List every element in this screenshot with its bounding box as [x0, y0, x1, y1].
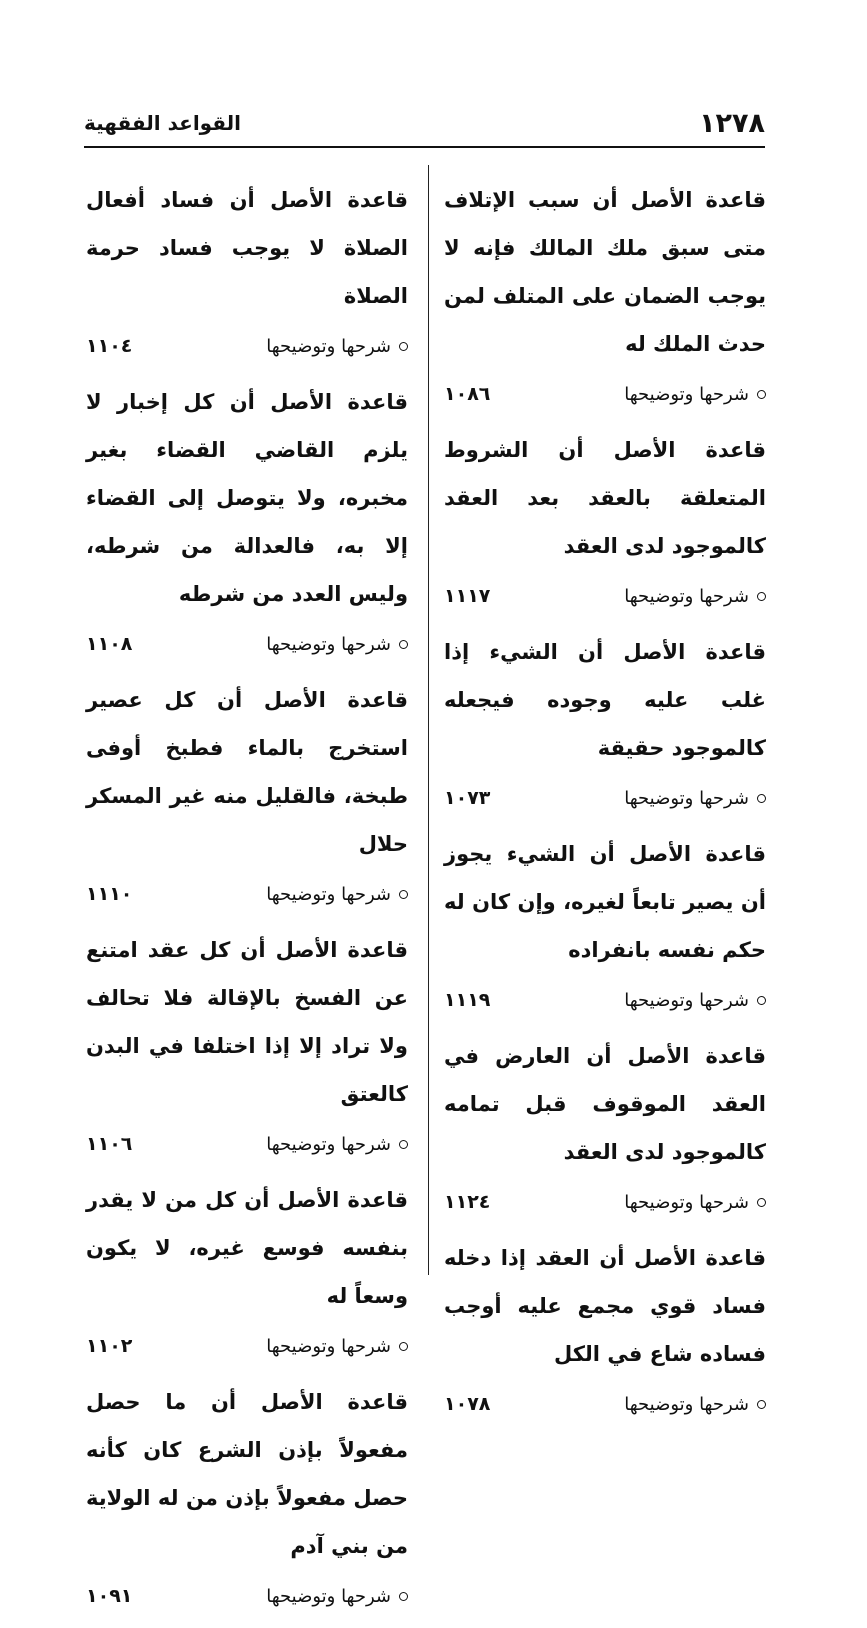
rule-entry: [444, 1032, 766, 1224]
reference-page-number: ١١١٠: [86, 883, 133, 905]
rule-text: قاعدة الأصل أن كل عقد امتنع عن الفسخ بالإقالة فلا تحالف ولا تراد إلا إذا اختلفا في البدن كالعتق: [86, 938, 408, 1106]
reference-label: شرحها وتوضيحها: [266, 1585, 391, 1607]
reference-page-number: ١٠٧٣: [444, 787, 491, 809]
rule-entry: [86, 378, 408, 666]
reference-line: [444, 574, 766, 618]
reference-line: [444, 1180, 766, 1224]
reference-page-number: ١١٠٢: [86, 1335, 133, 1357]
reference-label: شرحها وتوضيحها: [624, 383, 749, 405]
rule-text: قاعدة الأصل أن الشيء إذا غلب عليه وجوده فيجعله كالموجود حقيقة: [444, 640, 766, 760]
circle-bullet-icon: [399, 890, 408, 899]
circle-bullet-icon: [757, 1198, 766, 1207]
reference-line: [444, 978, 766, 1022]
rule-entry: [444, 830, 766, 1022]
page-number: ١٢٧٨: [699, 107, 765, 139]
reference-page-number: ١١٢٤: [444, 1191, 491, 1213]
rule-text: قاعدة الأصل أن العقد إذا دخله فساد قوي مجمع عليه أوجب فساده شاع في الكل: [444, 1246, 766, 1366]
reference-line: [86, 1574, 408, 1618]
reference-page-number: ١١٠٤: [86, 335, 133, 357]
reference-page-number: ١١١٩: [444, 989, 491, 1011]
rule-text: قاعدة الأصل أن كل إخبار لا يلزم القاضي القضاء بغير مخبره، ولا يتوصل إلى القضاء إلا به، فالعدالة من شرطه، وليس العدد من شرطه: [86, 390, 408, 606]
circle-bullet-icon: [399, 1342, 408, 1351]
rule-text: قاعدة الأصل أن الشيء يجوز أن يصير تابعاً لغيره، وإن كان له حكم نفسه بانفراده: [444, 842, 766, 962]
column-divider: [428, 165, 429, 1275]
reference-page-number: ١١٠٦: [86, 1133, 133, 1155]
reference-page-number: ١١٠٨: [86, 633, 133, 655]
reference-line: [86, 872, 408, 916]
reference-page-number: ١٠٨٦: [444, 383, 491, 405]
rule-text: قاعدة الأصل أن سبب الإتلاف متى سبق ملك المالك فإنه لا يوجب الضمان على المتلف لمن حدث الملك له: [444, 188, 766, 356]
rule-entry: [86, 926, 408, 1166]
circle-bullet-icon: [757, 996, 766, 1005]
circle-bullet-icon: [757, 592, 766, 601]
circle-bullet-icon: [399, 342, 408, 351]
right-column: [444, 176, 766, 1436]
reference-label: شرحها وتوضيحها: [266, 1133, 391, 1155]
left-column: [86, 176, 408, 1628]
reference-line: [444, 372, 766, 416]
reference-page-number: ١٠٧٨: [444, 1393, 491, 1415]
circle-bullet-icon: [399, 1592, 408, 1601]
rule-text: قاعدة الأصل أن فساد أفعال الصلاة لا يوجب فساد حرمة الصلاة: [86, 188, 408, 308]
reference-line: [86, 622, 408, 666]
rule-text: قاعدة الأصل أن كل عصير استخرج بالماء فطبخ أوفى طبخة، فالقليل منه غير المسكر حلال: [86, 688, 408, 856]
reference-label: شرحها وتوضيحها: [624, 989, 749, 1011]
circle-bullet-icon: [757, 1400, 766, 1409]
rule-text: قاعدة الأصل أن ما حصل مفعولاً بإذن الشرع كان كأنه حصل مفعولاً بإذن من له الولاية من بني آدم: [86, 1390, 408, 1558]
circle-bullet-icon: [757, 390, 766, 399]
rule-entry: [86, 1176, 408, 1368]
rule-text: قاعدة الأصل أن كل من لا يقدر بنفسه فوسع غيره، لا يكون وسعاً له: [86, 1188, 408, 1308]
rule-entry: [444, 628, 766, 820]
reference-label: شرحها وتوضيحها: [266, 335, 391, 357]
circle-bullet-icon: [757, 794, 766, 803]
reference-line: [444, 776, 766, 820]
reference-line: [86, 1324, 408, 1368]
reference-label: شرحها وتوضيحها: [624, 1191, 749, 1213]
rule-entry: [86, 676, 408, 916]
reference-label: شرحها وتوضيحها: [624, 585, 749, 607]
reference-page-number: ١٠٩١: [86, 1585, 133, 1607]
circle-bullet-icon: [399, 1140, 408, 1149]
reference-page-number: ١١١٧: [444, 585, 491, 607]
running-title: القواعد الفقهية: [84, 111, 241, 135]
reference-label: شرحها وتوضيحها: [266, 633, 391, 655]
rule-text: قاعدة الأصل أن العارض في العقد الموقوف قبل تمامه كالموجود لدى العقد: [444, 1044, 766, 1164]
reference-line: [86, 324, 408, 368]
rule-entry: [444, 1234, 766, 1426]
rule-entry: [86, 1378, 408, 1618]
rule-entry: [444, 176, 766, 416]
reference-label: شرحها وتوضيحها: [624, 787, 749, 809]
page-header: [84, 100, 765, 148]
reference-label: شرحها وتوضيحها: [266, 883, 391, 905]
rule-entry: [86, 176, 408, 368]
reference-line: [86, 1122, 408, 1166]
circle-bullet-icon: [399, 640, 408, 649]
rule-entry: [444, 426, 766, 618]
reference-label: شرحها وتوضيحها: [624, 1393, 749, 1415]
reference-label: شرحها وتوضيحها: [266, 1335, 391, 1357]
rule-text: قاعدة الأصل أن الشروط المتعلقة بالعقد بعد العقد كالموجود لدى العقد: [444, 438, 766, 558]
reference-line: [444, 1382, 766, 1426]
